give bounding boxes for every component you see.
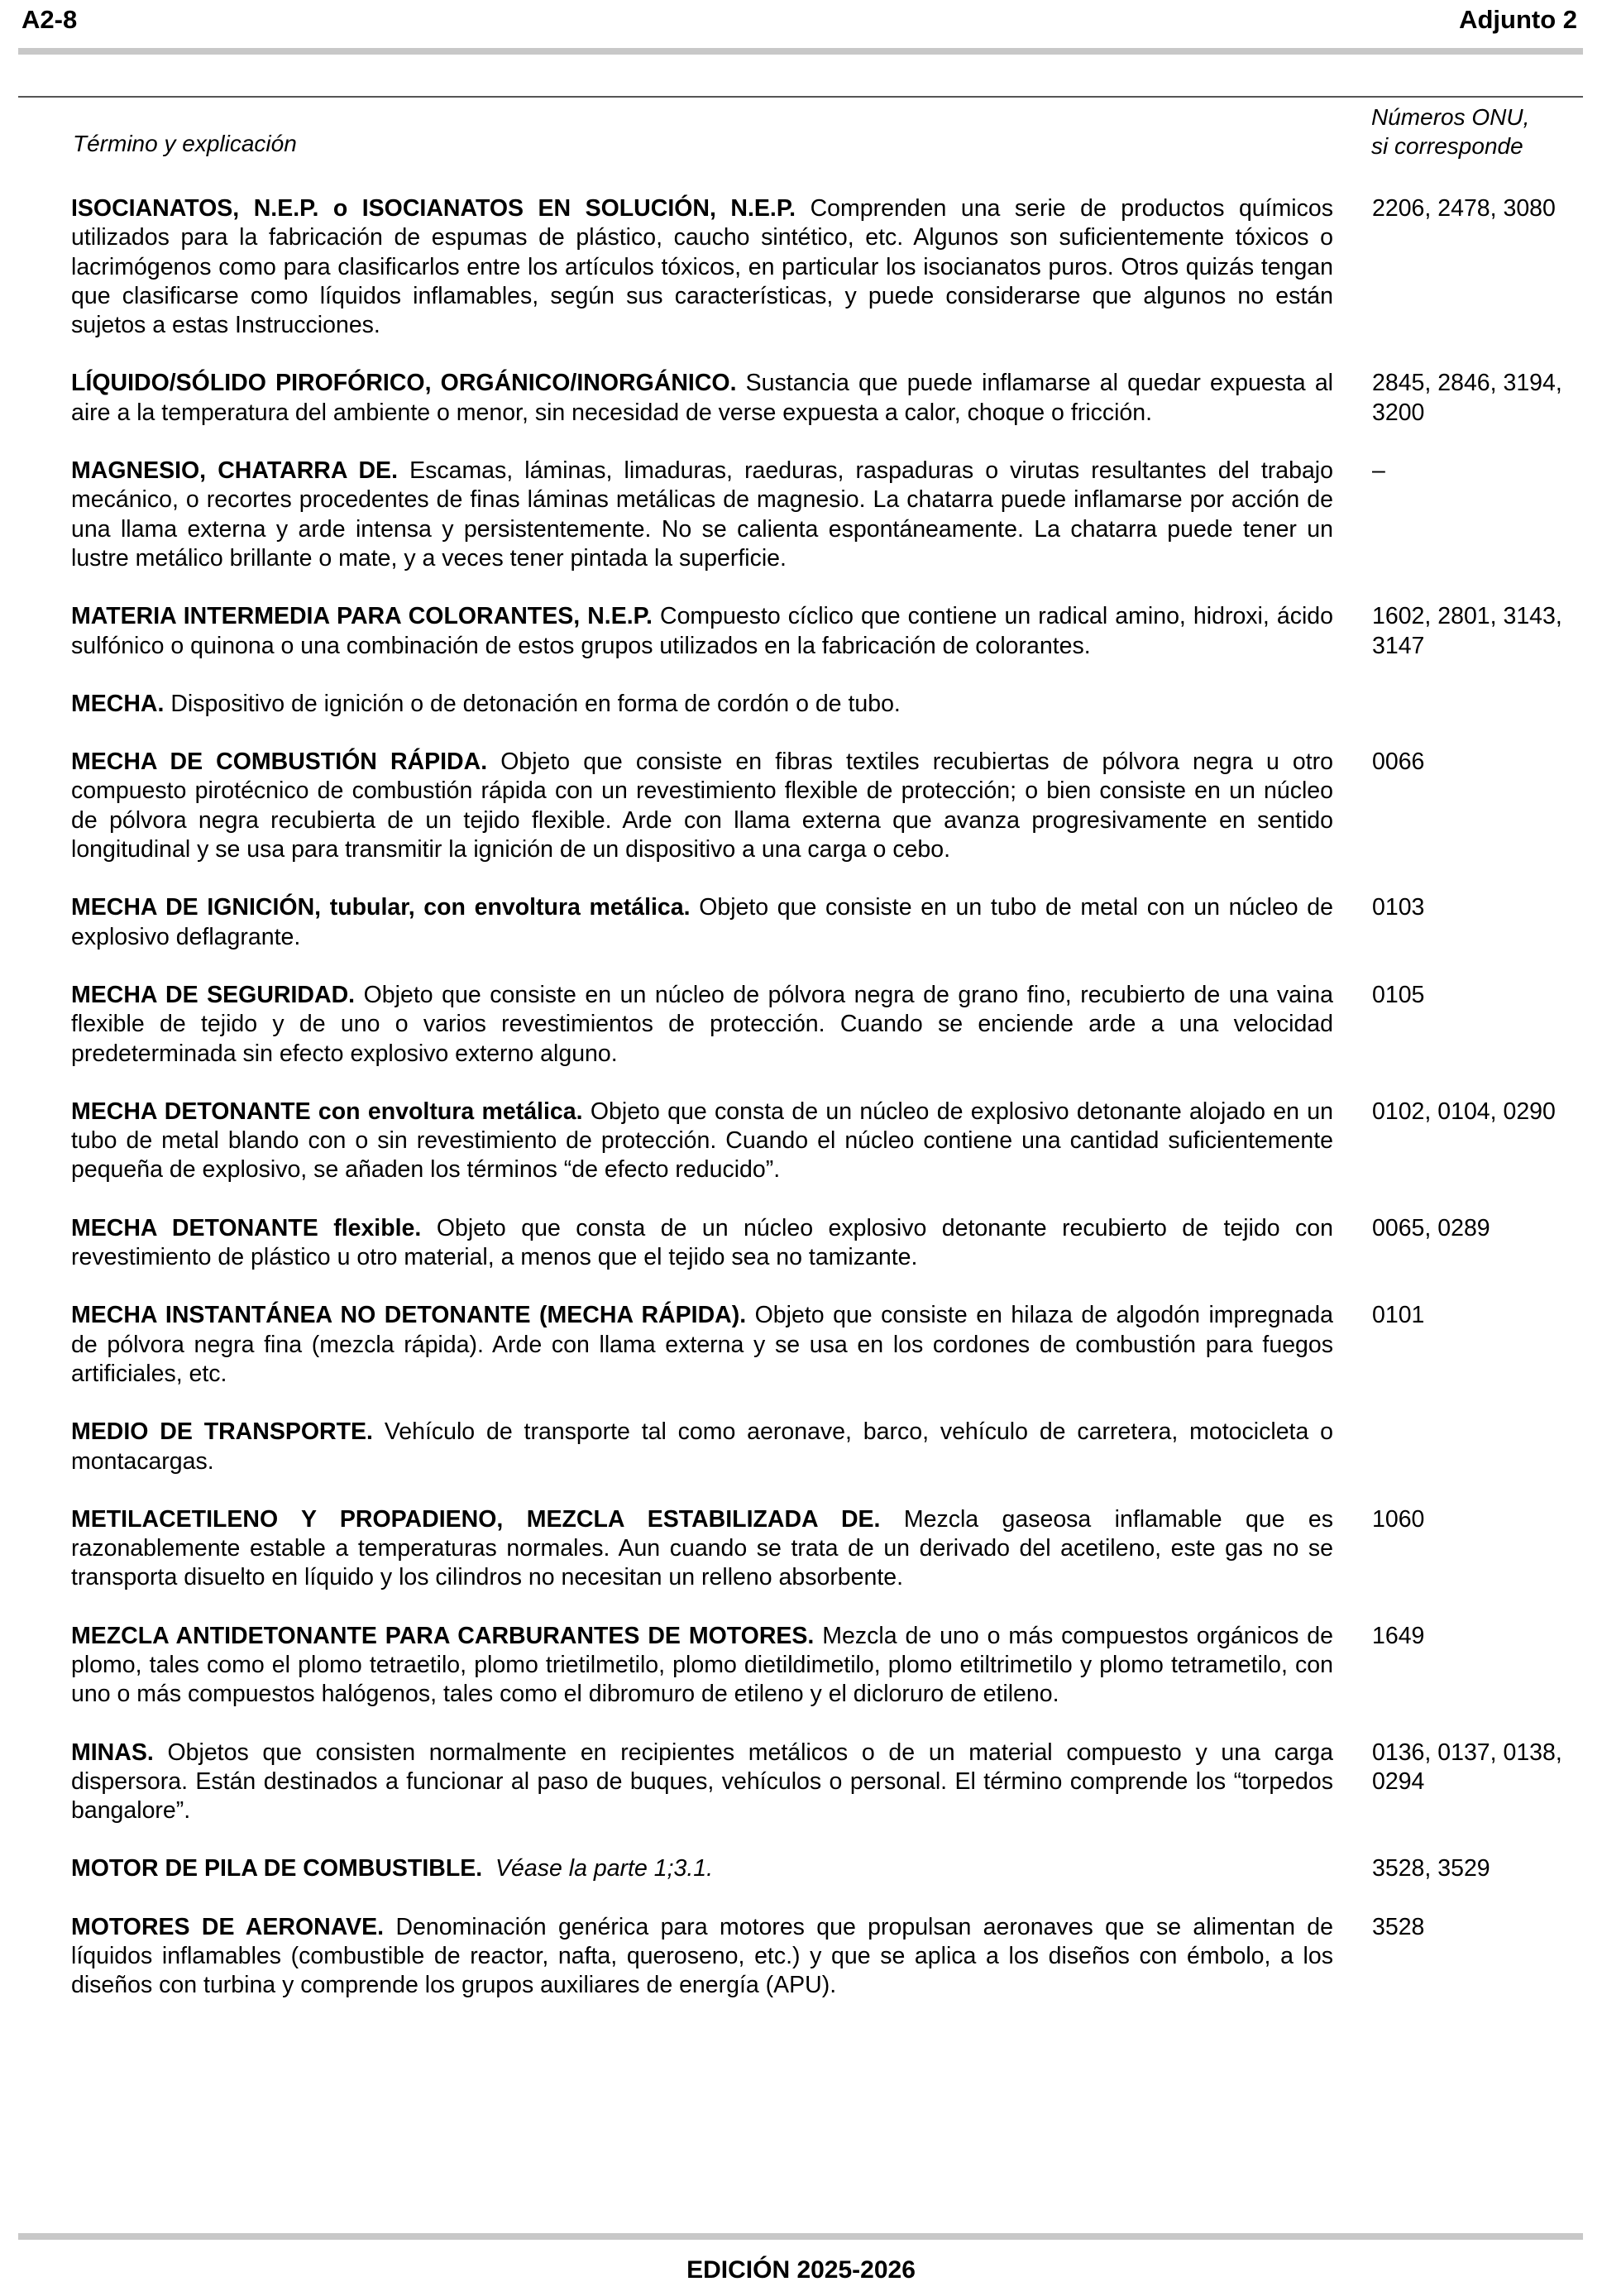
entry-explanation: Objetos que consisten normalmente en recipientes metálicos o de un material compuesto y una carga dispersora. Están destinados a funcionar al paso de buques, vehículos o personal. El término comprende los “torpedos bangalore”. bbox=[71, 1739, 1333, 1825]
glossary-entry bbox=[0, 690, 1602, 719]
entry-term: MECHA DE IGNICIÓN, tubular, con envoltura metálica. bbox=[71, 894, 691, 921]
glossary-entry bbox=[0, 1418, 1602, 1476]
entry-un-numbers: 0103 bbox=[1372, 894, 1425, 921]
entry-term: MEZCLA ANTIDETONANTE PARA CARBURANTES DE MOTORES. bbox=[71, 1622, 815, 1649]
glossary-entry bbox=[0, 1913, 1602, 2001]
entry-un-numbers: 0102, 0104, 0290 bbox=[1372, 1098, 1556, 1125]
entry-un-numbers: 0101 bbox=[1372, 1302, 1425, 1329]
entry-definition bbox=[71, 194, 1333, 340]
entry-term: MECHA INSTANTÁNEA NO DETONANTE (MECHA RÁPIDA). bbox=[71, 1302, 747, 1329]
glossary-entry bbox=[0, 1214, 1602, 1273]
page-id: A2-8 bbox=[22, 5, 78, 34]
glossary-entry bbox=[0, 1739, 1602, 1826]
entry-un-numbers: 2206, 2478, 3080 bbox=[1372, 195, 1556, 222]
bottom-rule bbox=[18, 2233, 1583, 2240]
entry-definition bbox=[71, 602, 1333, 661]
entry-definition bbox=[71, 1418, 1333, 1476]
entry-explanation: Sustancia que puede inflamarse al quedar expuesta al aire a la temperatura del ambiente o menor, sin necesidad de verse expuesta a calor, choque o fricción. bbox=[71, 370, 1333, 426]
entry-definition bbox=[71, 1854, 1333, 1883]
top-rule bbox=[18, 48, 1583, 55]
glossary-entry bbox=[0, 748, 1602, 864]
entry-term: MECHA DE COMBUSTIÓN RÁPIDA. bbox=[71, 749, 488, 776]
entry-un-numbers: 3528 bbox=[1372, 1913, 1425, 1940]
entry-un-numbers: 0136, 0137, 0138, 0294 bbox=[1372, 1739, 1562, 1795]
entry-explanation: Objeto que consiste en fibras textiles recubiertas de pólvora negra u otro compuesto pirotécnico de combustión rápida con un revestimiento flexible de protección; o bien consiste en un núcleo de pólvora negra recubierta de un tejido flexible. Arde con llama externa que avanza progresivamente en sentido longitudinal y se usa para transmitir la ignición de un dispositivo a una carga o cebo. bbox=[71, 749, 1333, 863]
entry-term: MECHA DE SEGURIDAD. bbox=[71, 981, 356, 1008]
glossary-entry bbox=[0, 602, 1602, 661]
entry-un-numbers: 3528, 3529 bbox=[1372, 1855, 1490, 1882]
entry-explanation: Denominación genérica para motores que propulsan aeronaves que se alimentan de líquidos inflamables (combustible de reactor, nafta, queroseno, etc.) y que se aplica a los diseños con émbolo, a los diseños con turbina y comprende los grupos auxiliares de energía (APU). bbox=[71, 1913, 1333, 1999]
entry-un-numbers: – bbox=[1372, 457, 1385, 485]
entry-explanation: Objeto que consiste en un núcleo de pólvora negra de grano fino, recubierto de una vaina flexible de tejido y de uno o varios revestimientos de protección. Cuando se enciende arde a una velocidad predeterminada sin efecto explosivo externo alguno. bbox=[71, 981, 1334, 1067]
entry-term: ISOCIANATOS, N.E.P. o ISOCIANATOS EN SOLUCIÓN, N.E.P. bbox=[71, 195, 796, 222]
entry-term: MOTOR DE PILA DE COMBUSTIBLE. bbox=[71, 1855, 483, 1882]
edition-footer: EDICIÓN 2025-2026 bbox=[686, 2256, 916, 2284]
entry-term: MECHA DETONANTE flexible. bbox=[71, 1214, 422, 1241]
entry-explanation: Escamas, láminas, limaduras, raeduras, raspaduras o virutas resultantes del trabajo mecánico, o recortes procedentes de finas láminas metálicas de magnesio. La chatarra puede inflamarse por acción de una llama externa y arde intensa y persistentemente. No se calienta espontáneamente. La chatarra puede tener un lustre metálico brillante o mate, y a veces tener pintada la superficie. bbox=[71, 457, 1333, 572]
entry-definition bbox=[71, 457, 1333, 573]
column-header-term: Término y explicación bbox=[73, 131, 297, 156]
annex-title: Adjunto 2 bbox=[1459, 5, 1577, 34]
entry-explanation: Compuesto cíclico que contiene un radical amino, hidroxi, ácido sulfónico o quinona o una combinación de estos grupos utilizados en la fabricación de colorantes. bbox=[71, 603, 1334, 659]
entry-explanation: Objeto que consiste en un tubo de metal con un núcleo de explosivo deflagrante. bbox=[71, 894, 1333, 950]
entry-term: LÍQUIDO/SÓLIDO PIROFÓRICO, ORGÁNICO/INORGÁNICO. bbox=[71, 370, 737, 397]
entry-definition bbox=[71, 1301, 1333, 1389]
glossary-entry bbox=[0, 1505, 1602, 1593]
glossary-entry bbox=[0, 194, 1602, 340]
entry-un-numbers: 1649 bbox=[1372, 1622, 1425, 1649]
entry-explanation: Vehículo de transporte tal como aeronave, barco, vehículo de carretera, motocicleta o montacargas. bbox=[71, 1418, 1334, 1475]
glossary-entry bbox=[0, 457, 1602, 573]
column-header-un-line1: Números ONU, bbox=[1371, 104, 1530, 130]
entry-un-numbers: 1060 bbox=[1372, 1505, 1425, 1533]
entry-un-numbers: 0105 bbox=[1372, 981, 1425, 1008]
entry-term: METILACETILENO Y PROPADIENO, MEZCLA ESTABILIZADA DE. bbox=[71, 1505, 881, 1533]
entry-explanation: Objeto que consta de un núcleo explosivo detonante recubierto de tejido con revestimiento de plástico u otro material, a menos que el tejido sea no tamizante. bbox=[71, 1214, 1333, 1271]
entry-term: MECHA. bbox=[71, 690, 165, 717]
glossary-entry bbox=[0, 1854, 1602, 1883]
entry-explanation: Objeto que consiste en hilaza de algodón impregnada de pólvora negra fina (mezcla rápida). Arde con llama externa y se usa en los cordones de combustión para fuegos artificiales, etc. bbox=[71, 1302, 1333, 1387]
glossary-entry bbox=[0, 981, 1602, 1069]
entry-definition bbox=[71, 981, 1333, 1069]
entry-explanation: Objeto que consta de un núcleo de explosivo detonante alojado en un tubo de metal blando con o sin revestimiento de protección. Cuando el núcleo contiene una cantidad suficientemente pequeña de explosivo, se añaden los términos “de efecto reducido”. bbox=[71, 1098, 1333, 1184]
glossary-entry bbox=[0, 893, 1602, 952]
glossary-list bbox=[0, 194, 1602, 2030]
entry-term: MECHA DETONANTE con envoltura metálica. bbox=[71, 1098, 583, 1125]
entry-un-numbers: 0066 bbox=[1372, 749, 1425, 776]
entry-definition bbox=[71, 690, 1333, 719]
entry-term: MOTORES DE AERONAVE. bbox=[71, 1913, 385, 1940]
entry-un-numbers: 0065, 0289 bbox=[1372, 1214, 1490, 1241]
entry-definition bbox=[71, 1622, 1333, 1710]
entry-un-numbers: 1602, 2801, 3143, 3147 bbox=[1372, 603, 1562, 659]
entry-definition bbox=[71, 893, 1333, 952]
column-header-un-numbers bbox=[1371, 103, 1529, 160]
entry-term: MATERIA INTERMEDIA PARA COLORANTES, N.E.P. bbox=[71, 603, 653, 630]
entry-definition bbox=[71, 1098, 1333, 1185]
entry-definition bbox=[71, 1739, 1333, 1826]
entry-explanation: Mezcla de uno o más compuestos orgánicos de plomo, tales como el plomo tetraetilo, plomo trietilmetilo, plomo dietildimetilo, plomo etiltrimetilo y plomo tetrametilo, con uno o más compuestos halógenos, tales como el dibromuro de etileno y el dicloruro de etileno. bbox=[71, 1622, 1333, 1708]
entry-explanation: Dispositivo de ignición o de detonación en forma de cordón o de tubo. bbox=[170, 690, 901, 717]
entry-definition bbox=[71, 1913, 1333, 2001]
entry-term: MINAS. bbox=[71, 1739, 154, 1766]
glossary-entry bbox=[0, 1622, 1602, 1710]
entry-definition bbox=[71, 1505, 1333, 1593]
entry-term: MEDIO DE TRANSPORTE. bbox=[71, 1418, 373, 1446]
entry-term: MAGNESIO, CHATARRA DE. bbox=[71, 457, 398, 485]
column-header-un-line2: si corresponde bbox=[1371, 133, 1523, 159]
entry-definition bbox=[71, 369, 1333, 428]
entry-definition bbox=[71, 748, 1333, 864]
glossary-entry bbox=[0, 369, 1602, 428]
glossary-entry bbox=[0, 1301, 1602, 1389]
entry-explanation: Comprenden una serie de productos químicos utilizados para la fabricación de espumas de plástico, caucho sintético, etc. Algunos son suficientemente tóxicos o lacrimógenos como para clasificarlos entre los artículos tóxicos, en particular los isocianatos puros. Otros quizás tengan que clasificarse como líquidos inflamables, según sus características, y puede considerarse que algunos no están sujetos a estas Instrucciones. bbox=[71, 195, 1333, 339]
entry-un-numbers: 2845, 2846, 3194, 3200 bbox=[1372, 370, 1562, 426]
header-rule bbox=[18, 96, 1583, 98]
glossary-entry bbox=[0, 1098, 1602, 1185]
entry-definition bbox=[71, 1214, 1333, 1273]
entry-cross-reference: Véase la parte 1;3.1. bbox=[495, 1855, 714, 1882]
entry-explanation: Mezcla gaseosa inflamable que es razonablemente estable a temperaturas normales. Aun cuando se trata de un derivado del acetileno, este gas no se transporta disuelto en líquido y los cilindros no necesitan un relleno absorbente. bbox=[71, 1505, 1333, 1591]
